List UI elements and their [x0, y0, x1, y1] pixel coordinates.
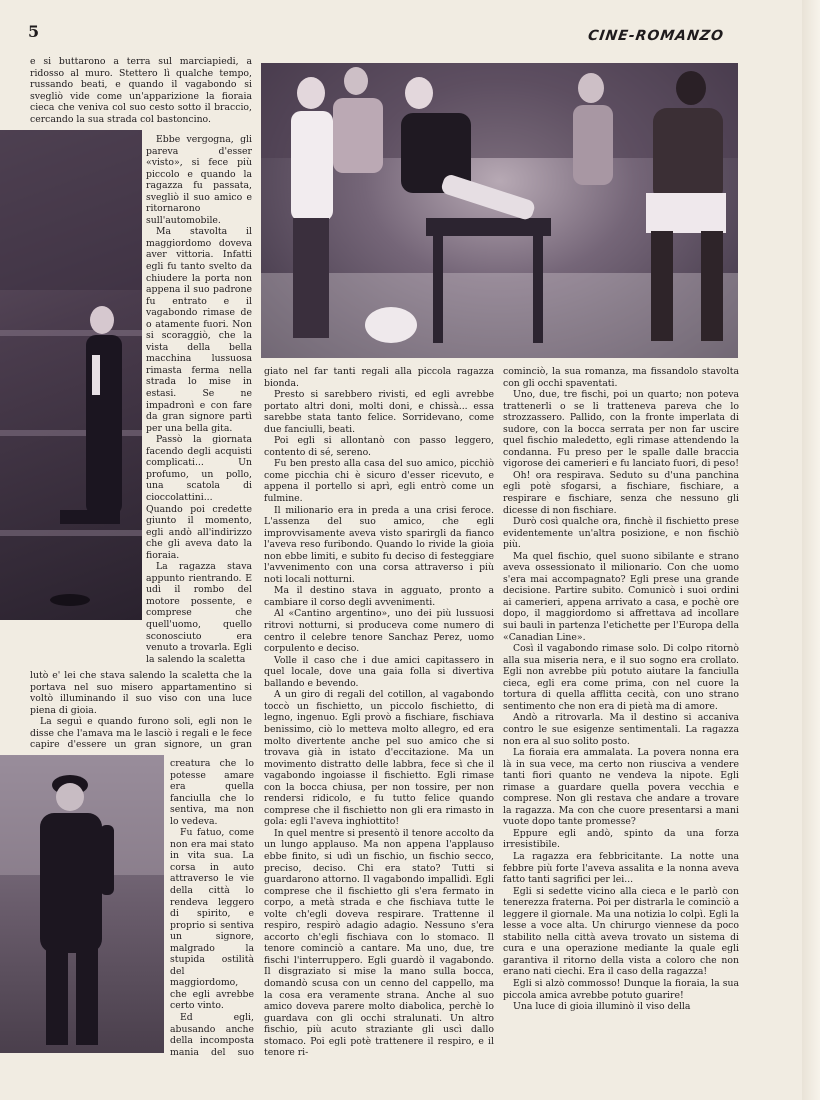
- paragraph: Passò la giornata facendo degli acquisti complicati... Un profumo, un pollo, una scatola di cioccolattini... Quando poi credette giunto il momento, egli andò all'indirizzo che gli aveva dato la fioraia.: [146, 434, 252, 561]
- paragraph: Una luce di gioia illuminò il viso della: [513, 1001, 691, 1013]
- paragraph: Ma il destino stava in agguato, pronto a cambiare il corso degli avvenimenti.: [264, 585, 494, 608]
- column-1-middle: [30, 670, 252, 750]
- paragraph: La seguì e quando furono soli, egli non le disse che l'amava ma le lasciò i regali e le fece capire d'essere un gran signore, un gran: [30, 716, 252, 750]
- paragraph: Fu fatuo, come non era mai stato in vita sua. La corsa in auto attraverso le vie della città lo rendeva leggero di spirito, e proprio si sentiva un signore, malgrado la stupida ostilità del maggiordomo, che egli avrebbe certo vinto.: [170, 827, 254, 1012]
- column-2: [264, 366, 494, 1066]
- paragraph: Ed egli, abusando anche della incomposta mania del suo: [170, 1012, 254, 1058]
- page-number: 5: [28, 22, 40, 41]
- paragraph: La ragazza stava appunto rientrando. E udì il rombo del motore possente, e comprese che quell'uomo, quello sconosciuto era venuto a trovarla. Egli la salendo la scaletta: [146, 561, 252, 665]
- paragraph: Al «Cantino argentino», uno dei più lussuosi ritrovi notturni, si produceva come numero di centro il celebre tenore Sanchaz Perez, uomo corpulento e deciso.: [264, 608, 494, 655]
- page-edge: [802, 0, 820, 1100]
- paragraph: Eppure egli andò, spinto da una forza irresistibile.: [503, 827, 739, 851]
- paragraph: Poi egli si allontanò con passo leggero, contento di sé, sereno.: [264, 435, 494, 458]
- column-1-top: [30, 56, 252, 136]
- paragraph: Presto si sarebbero rivisti, ed egli avrebbe portato altri doni, molti doni, e chissà... essa sarebbe stata tanto felice. Sorridevano, come due fanciulli, beati.: [264, 389, 494, 435]
- paragraph: giato nel far tanti regali alla piccola ragazza bionda.: [264, 366, 494, 389]
- paragraph: La fioraia era ammalata. La povera nonna era là in sua vece, ma certo non riusciva a vendere tanti fiori quanto ne vendeva la nipote. Egli rimase a guardare quella povera vecchia e comprese. Non gli restava che andare a trovare la ragazza. Ma con che cuore presentarsi a mani vuote dopo tante promesse?: [503, 747, 739, 828]
- paragraph: Oh! ora respirava. Seduto su d'una panchina egli potè sfogarsi, a fischiare, fischiare, a respirare e fischiare, senza che nessuno gli dicesse di non fischiare.: [503, 469, 739, 516]
- column-1-beside-photo: [146, 134, 252, 670]
- paragraph: Così il vagabondo rimase solo. Di colpo ritornò alla sua miseria nera, e il suo sogno era crollato. Egli non avrebbe più potuto aiutare la fanciulla cieca, egli era come prima, con nel cuore la tortura di quella afflitta cecità, con uno strano sentimento che non era di pietà ma di amore.: [503, 643, 739, 712]
- paragraph: Andò a ritrovarla. Ma il destino si accaniva contro le sue esigenze sentimentali. La ragazza non era al suo solito posto.: [503, 712, 739, 747]
- paragraph: La ragazza era febbricitante. La notte una febbre più forte l'aveva assalita e la nonna aveva fatto tanti sagrifici per lei...: [503, 850, 739, 886]
- paragraph: In quel mentre si presentò il tenore accolto da un lungo applauso. Ma non appena l'applauso ebbe finito, si udì un fischio, un fischio secco, preciso, deciso. Chi era stato? Tutti si guardarono attorno. Il vagabondo impallidì. Egli comprese che il fischietto gli s'era fermato in corpo, a metà strada e che fischiava tutte le volte ch'egli doveva respirare. Trattenne il respiro, respirò adagio adagio. Nessuno s'era accorto ch'egli fischiava con lo stomaco. Il tenore cominciò a cantare. Ma uno, due, tre fischi l'interruppero. Egli guardò il vagabondo. Il disgraziato si mise la mano sulla bocca, domandò scusa con un cenno del cappello, ma la cosa era veramente strana. Anche al suo amico doveva parere molto diabolica, perchè lo guardava con gli occhi stralunati. Un altro fischio, più acuto straziante gli uscì dallo stomaco. Poi egli potè trattenere il respiro, e il tenore ri-: [264, 827, 494, 1059]
- column-3: [503, 366, 739, 1066]
- paragraph: Fu ben presto alla casa del suo amico, picchiò come picchia chi è sicuro d'esser ricevuto, e appena il portello si aprì, egli entrò come un fulmine.: [264, 458, 494, 505]
- paragraph: cominciò, la sua romanza, ma fissandolo stavolta con gli occhi spaventati.: [503, 366, 739, 389]
- paragraph: creatura che lo potesse amare era quella fanciulla che lo sentiva, ma non lo vedeva.: [170, 758, 254, 827]
- column-1-beside-bottom-photo: [170, 758, 254, 1058]
- paragraph: e si buttarono a terra sul marciapiedi, a ridosso al muro. Stettero lì qualche tempo, russando beati, e quando il vagabondo si svegliò vide come un'apparizione la fioraia cieca che veniva col suo cesto sotto il braccio, cercando la sua strada col bastoncino.: [30, 56, 252, 125]
- paragraph: Durò così qualche ora, finchè il fischietto prese evidentemente un'altra posizione, e non fischiò più.: [503, 516, 739, 551]
- man-in-uniform-photo: [0, 755, 164, 1053]
- paragraph: Egli si sedette vicino alla cieca e le parlò con tenerezza fraterna. Poi per distrarla le cominciò a leggere il giornale. Ma una notizia lo colpì. Egli la lesse a voce alta. Un chirurgo viennese da poco stabilito nella città aveva trovato un sistema di cura e una operazione mediante la quale egli garantiva il ritorno della vista a coloro che non erano nati ciechi. Era il caso della ragazza!: [503, 885, 739, 978]
- paragraph: Ebbe vergogna, gli pareva d'esser «visto», si fece più piccolo e quando la ragazza fu passata, svegliò il suo amico e ritornarono sull'automobile.: [146, 134, 252, 226]
- masthead-title: CINE-ROMANZO: [587, 28, 726, 44]
- paragraph: Ma stavolta il maggiordomo doveva aver vittoria. Infatti egli fu tanto svelto da chiudere la porta non appena il suo padrone fu entrato e il vagabondo rimase de o atamente fuori. Non si scoraggiò, che la vista della bella macchina lussuosa rimasta ferma nella strada lo mise in estasi. Se ne impadronì e con fare da gran signore partì per una bella gita.: [146, 226, 252, 434]
- paragraph: Egli si alzò commosso! Dunque la fioraia, la sua piccola amica avrebbe potuto guarire!: [503, 977, 739, 1001]
- paragraph: Uno, due, tre fischi, poi un quarto; non poteva trattenerli o se li tratteneva pareva che lo strozzassero. Pallido, con la fronte imperlata di sudore, con la bocca serrata per non far uscire quel fischio maledetto, egli rimase attendendo la condanna. Fu preso per le spalle dalle braccia vigorose dei camerieri e fu lanciato fuori, di peso!: [503, 389, 739, 470]
- paragraph: A un giro di regali del cotillon, al vagabondo toccò un fischietto, un piccolo fischietto, di legno, ingenuo. Egli provò a fischiare, fischiava benissimo, ciò lo metteva molto allegro, ed era molto divertente anche pel suo amico che si trovava già in istato d'eccitazione. Ma un movimento distratto delle labbra, fece sì che il vagabondo ingoiasse il fischietto. Egli rimase con la bocca chiusa, per non tossire, per non rendersi ridicolo, e fu tutto felice quando comprese che il fischietto non gli era rimasto in gola: egli l'aveva inghiottito!: [264, 689, 494, 828]
- paragraph: Il milionario era in preda a una crisi feroce. L'assenza del suo amico, che egli improvvisamente aveva visto sparirgli da fianco l'aveva reso furibondo. Quando lo rivide la gioia non ebbe limiti, e subito fu deciso di festeggiare l'avvenimento con una corsa attraverso i più noti locali notturni.: [264, 504, 494, 585]
- paragraph: Ma quel fischio, quel suono sibilante e strano aveva ossessionato il milionario. Con che uomo s'era mai accompagnato? Egli prese una grande decisione. Partire subito. Comunicò i suoi ordini ai camerieri, appena arrivato a casa, e pochè ore dopo, il maggiordomo si affrettava ad incollare sui bauli in partenza l'etichette per l'Europa della «Canadian Line».: [503, 550, 739, 643]
- paragraph: lutò e' lei che stava salendo la scaletta che la portava nel suo misero appartamentino si voltò illuminando il suo viso con una luce piena di gioia.: [30, 670, 252, 716]
- paragraph: Volle il caso che i due amici capitassero in quel locale, dove una gaia folla si divertiva ballando e bevendo.: [264, 654, 494, 689]
- boxing-scene-photo: [261, 63, 738, 358]
- man-on-steps-photo: [0, 130, 142, 620]
